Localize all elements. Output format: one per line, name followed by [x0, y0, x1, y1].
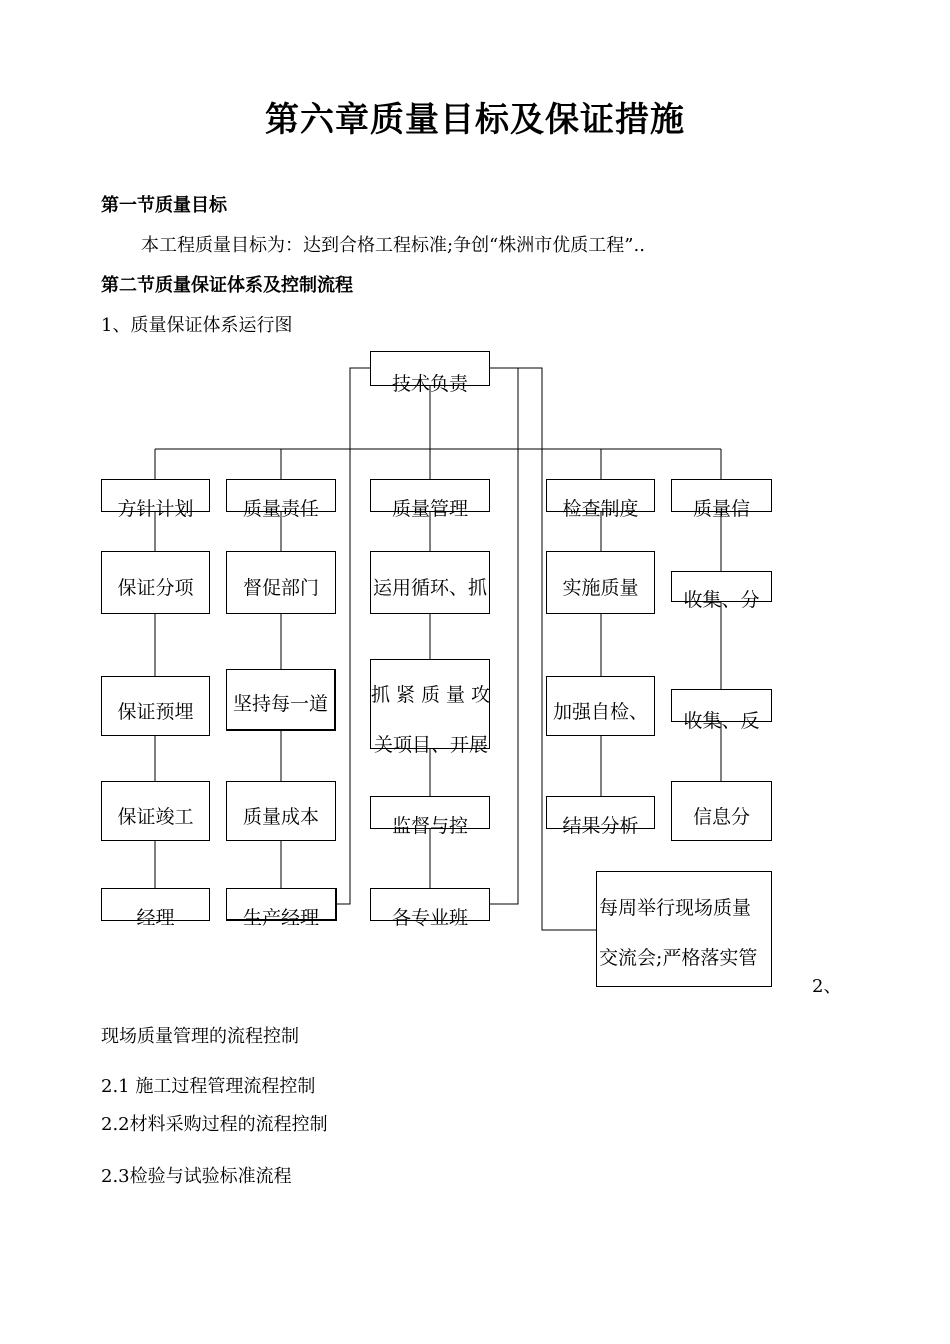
item-1-label: 1、质量保证体系运行图 [101, 315, 293, 336]
box-col2-5 [226, 888, 337, 929]
box-col5-1 [671, 479, 772, 520]
box-col2-4 [226, 781, 336, 841]
item-2-number: 2、 [812, 976, 842, 997]
box-col3-4 [370, 796, 490, 837]
box-col1-5 [101, 888, 210, 929]
box-label-line-2: 关项目、开展 [374, 734, 489, 756]
box-label: 信息分 [692, 806, 750, 828]
box-label-line-1: 每周举行现场质量 [599, 897, 752, 919]
box-col3-3 [370, 659, 497, 756]
box-col2-1 [226, 479, 336, 520]
subsection-2-1: 2.1 施工过程管理流程控制 [101, 1076, 316, 1097]
box-col1-2 [101, 551, 210, 614]
section-2-heading: 第二节质量保证体系及控制流程 [101, 275, 353, 296]
box-label: 收集、分 [683, 589, 760, 611]
box-label: 实施质量 [562, 577, 639, 599]
box-label: 保证预埋 [117, 701, 194, 723]
box-label: 加强自检、 [552, 701, 648, 723]
box-label: 保证分项 [117, 577, 194, 599]
box-label: 质量信 [692, 498, 750, 520]
box-col3-2 [370, 551, 490, 614]
box-col3-5 [370, 888, 490, 929]
subsection-2-3: 2.3检验与试验标准流程 [101, 1166, 292, 1187]
box-col4-2 [546, 551, 655, 614]
box-label: 收集、反 [683, 710, 760, 732]
box-technical-lead [370, 351, 490, 395]
box-label: 质量责任 [242, 498, 319, 520]
box-col2-2 [226, 551, 336, 614]
box-label: 各专业班 [391, 907, 468, 929]
box-label: 经理 [136, 907, 175, 929]
box-col3-1 [370, 479, 490, 520]
box-col1-3 [101, 676, 210, 736]
box-label: 坚持每一道 [232, 693, 328, 715]
box-col1-1 [101, 479, 210, 520]
box-label: 生产经理 [242, 907, 319, 929]
box-label: 结果分析 [562, 815, 639, 837]
section-1-heading: 第一节质量目标 [101, 195, 227, 216]
box-label-line-2: 交流会;严格落实管 [599, 947, 758, 969]
box-label: 运用循环、抓 [372, 577, 487, 599]
box-label: 方针计划 [117, 498, 194, 520]
box-col4-1 [546, 479, 655, 520]
box-col5-2 [671, 571, 772, 611]
box-label: 质量成本 [242, 806, 319, 828]
item-2-label: 现场质量管理的流程控制 [101, 1026, 299, 1047]
box-label: 督促部门 [242, 577, 319, 599]
box-label: 监督与控 [391, 815, 468, 837]
box-col5-3 [671, 689, 772, 732]
box-label: 检查制度 [562, 498, 639, 520]
box-label: 技术负责 [391, 373, 468, 395]
box-col1-4 [101, 781, 210, 841]
section-1-text: 本工程质量目标为：达到合格工程标准;争创“株洲市优质工程”.. [141, 235, 645, 256]
box-label-line-1: 抓紧质量攻 [371, 684, 497, 706]
box-col5-4 [671, 781, 772, 841]
page-title: 第六章质量目标及保证措施 [265, 100, 685, 140]
box-col4-4 [546, 796, 655, 837]
box-col4-5 [596, 871, 772, 987]
box-col4-3 [546, 676, 655, 736]
box-label: 质量管理 [391, 498, 468, 520]
subsection-2-2: 2.2材料采购过程的流程控制 [101, 1114, 328, 1135]
box-col2-3 [226, 669, 336, 731]
box-label: 保证竣工 [117, 806, 194, 828]
